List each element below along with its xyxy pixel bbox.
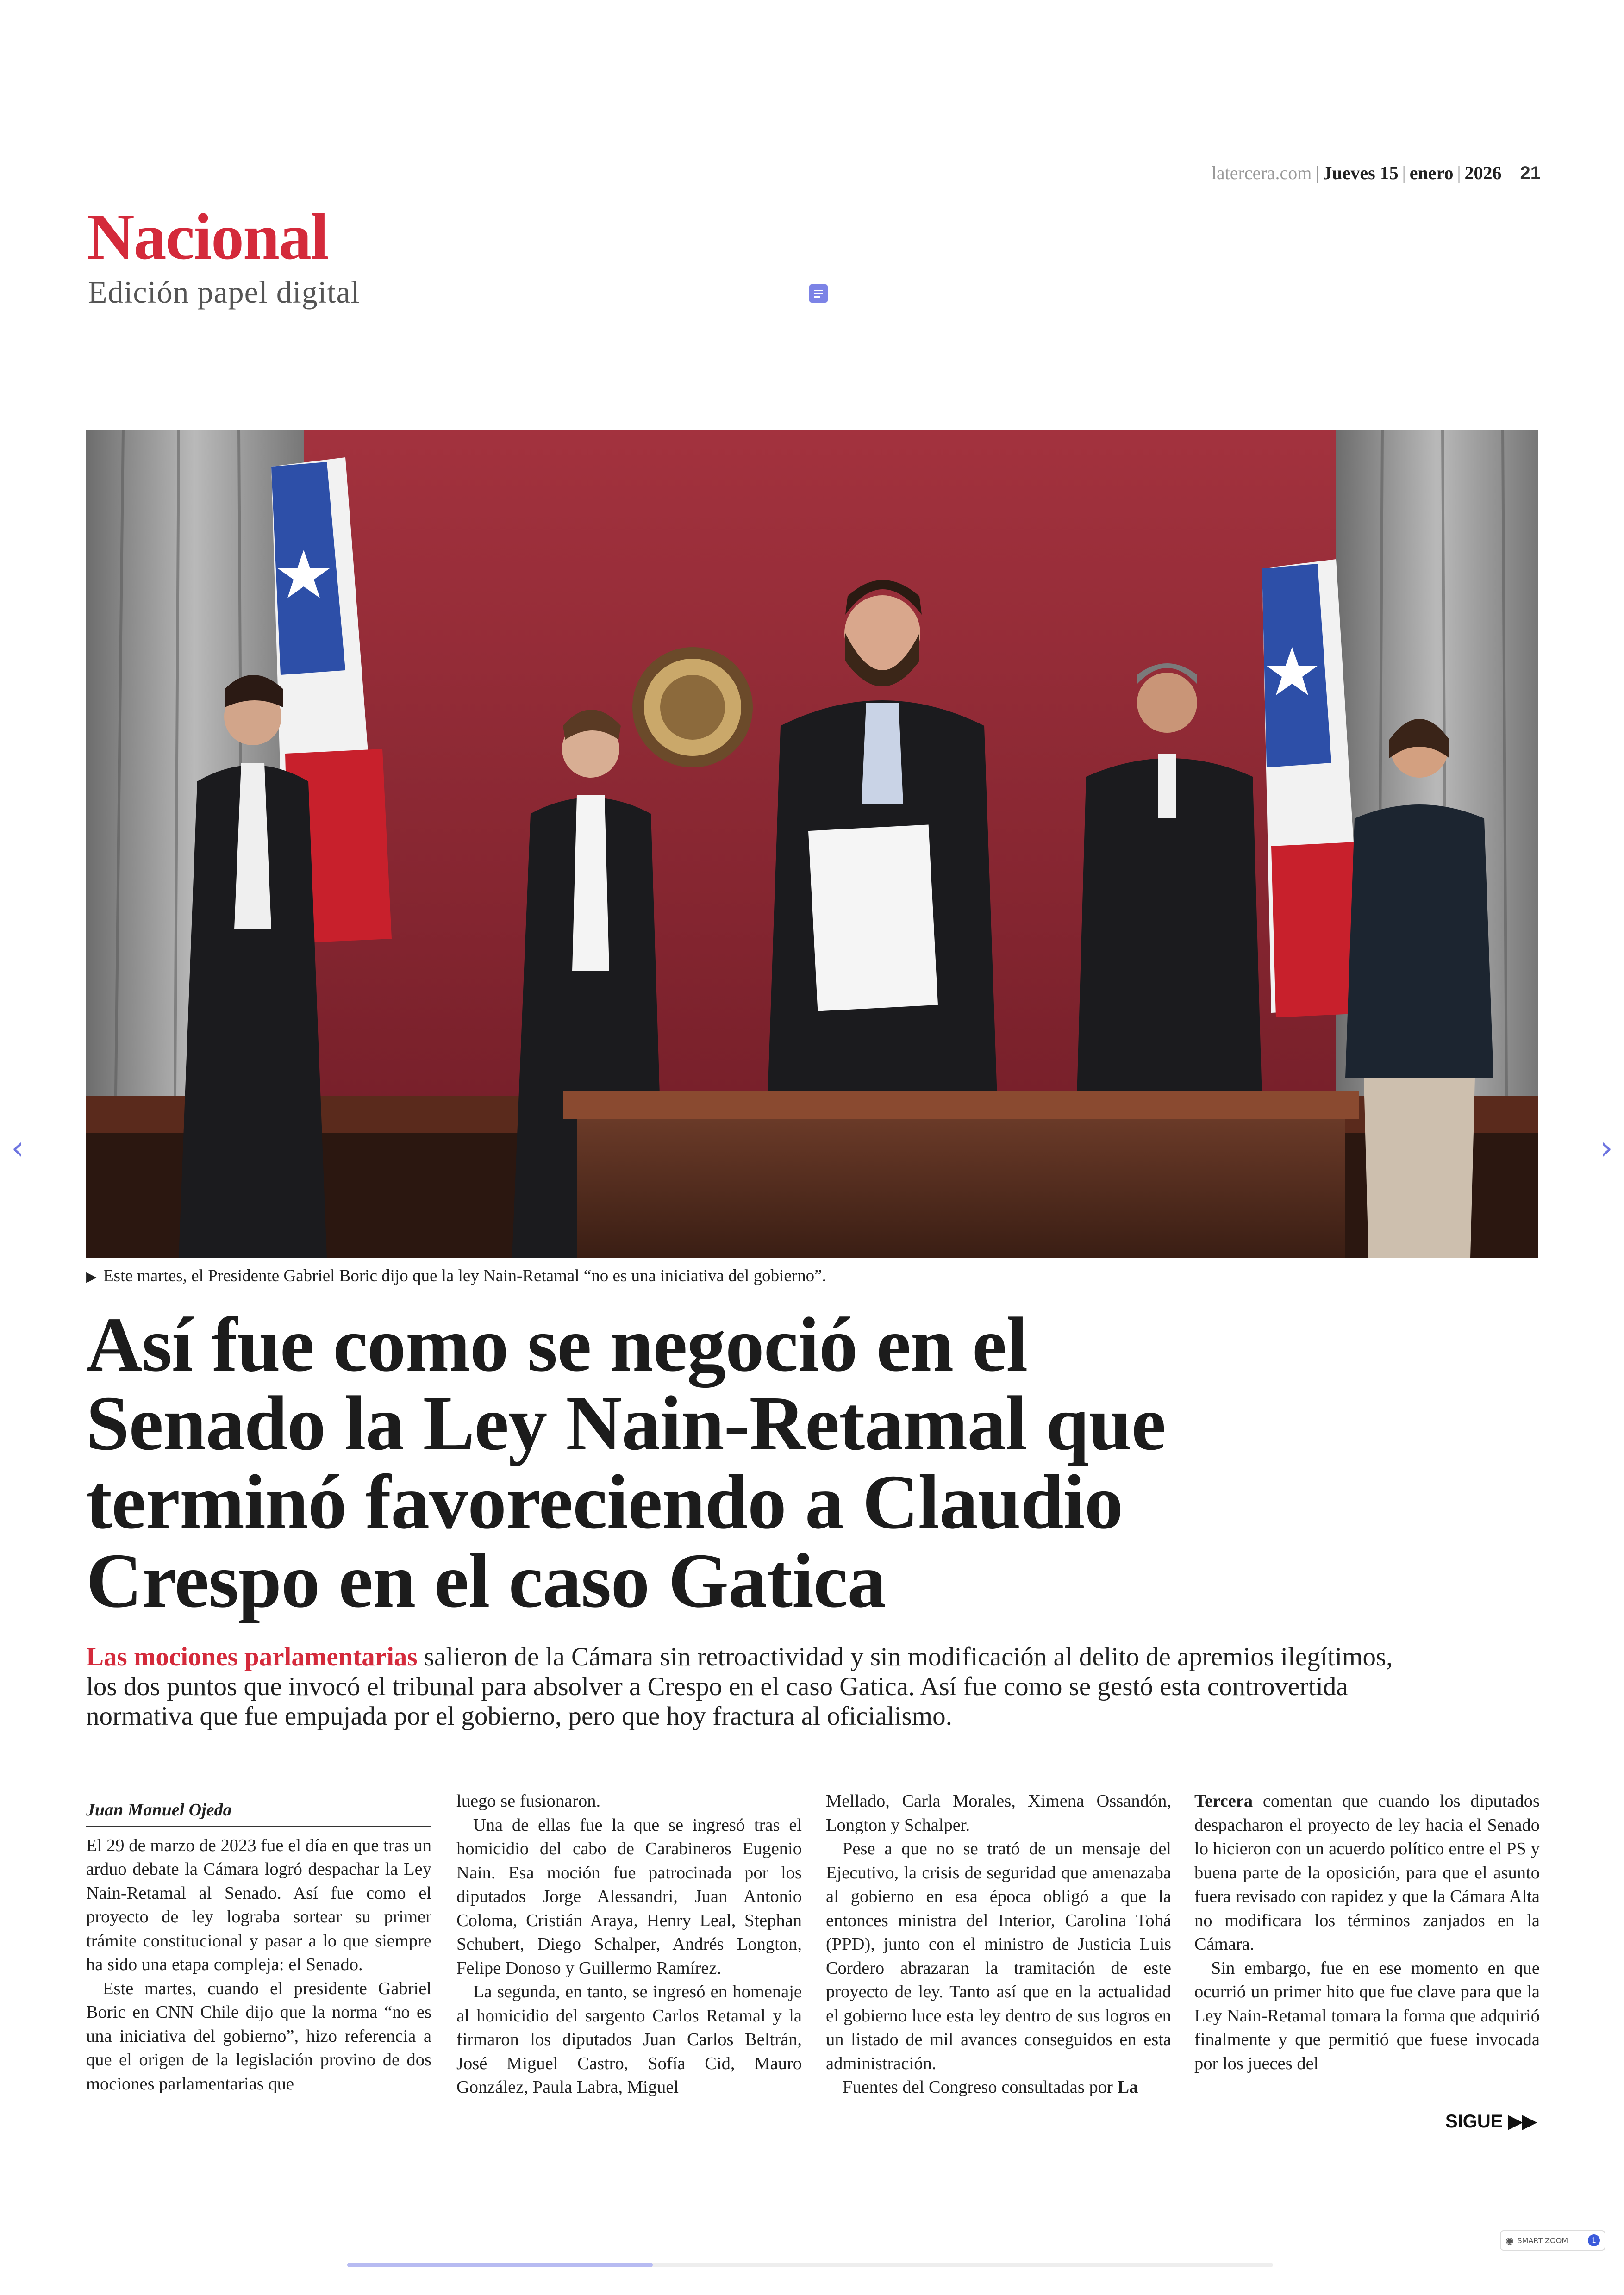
headline-line: Así fue como se negoció en el xyxy=(86,1302,1028,1388)
headline-line: Crespo en el caso Gatica xyxy=(86,1538,886,1624)
paragraph: luego se fusionaron. xyxy=(456,1791,601,1811)
byline: Juan Manuel Ojeda xyxy=(86,1798,431,1827)
page-folio: latercera.com | Jueves 15 | enero | 2026 21 xyxy=(1211,162,1541,183)
article-column-3 xyxy=(826,1790,1171,2100)
paragraph: Mellado, Carla Morales, Ximena Ossandón, Longton y Schalper. xyxy=(826,1791,1171,1835)
photo-illustration xyxy=(86,430,1538,1258)
section-subtitle: Edición papel digital xyxy=(88,274,360,310)
smart-zoom-button[interactable] xyxy=(1500,2230,1605,2251)
note-icon[interactable] xyxy=(809,284,828,303)
prev-page-button[interactable] xyxy=(4,1129,31,1166)
page-progress-bar[interactable] xyxy=(347,2263,1273,2267)
site-name: latercera.com xyxy=(1211,162,1312,183)
headline-line: Senado la Ley Nain-Retamal que xyxy=(86,1380,1166,1466)
photo-caption xyxy=(86,1266,826,1286)
continue-label: SIGUE ▶▶ xyxy=(1445,2111,1537,2132)
paragraph: Fuentes del Congreso consultadas por La xyxy=(843,2077,1138,2097)
page-number: 21 xyxy=(1520,163,1541,183)
article-headline xyxy=(86,1302,1475,1624)
paragraph: Pese a que no se trató de un mensaje del Ejecutivo, la crisis de seguridad que amenazaba al gobierno en esa época obligó a que la entonces ministra del Interior, Carolina Tohá (PPD), junto con el ministro de Justicia Luis Cordero abrazaran la tramitación de este proyecto de ley. Tanto así que en la actualidad el gobierno luce esta ley dentro de sus logros en un listado de mil avances conseguidos en esta administración. xyxy=(826,1839,1171,2073)
paragraph: Este martes, cuando el presidente Gabriel Boric en CNN Chile dijo que la norma “no es una iniciativa del gobierno”, hizo referencia a que el origen de la legislación provino de dos mociones parlamentarias que xyxy=(86,1978,431,2094)
article-deck xyxy=(86,1642,1429,1731)
paragraph: El 29 de marzo de 2023 fue el día en que tras un arduo debate la Cámara logró despachar la Ley Nain-Retamal al Senado. Así fue como el proyecto de ley lograba sortear su primer trámite constitucional y pasar a lo que siempre ha sido una etapa compleja: el Senado. xyxy=(86,1835,431,1974)
article-column-2 xyxy=(456,1790,802,2100)
paragraph: Tercera comentan que cuando los diputados despacharon el proyecto de ley hacia el Senado lo hicieron con un acuerdo político entre el PS y buena parte de la oposición, para que el asunto fuera revisado con rapidez y que la Cámara Alta no modificara los términos zanjados en la Cámara. xyxy=(1194,1791,1540,1954)
deck-text: salieron de la Cámara sin retroactividad y sin modificación al delito de apremios ilegítimos, los dos puntos que invocó el tribunal para absolver a Crespo en el caso Gatica. Así fue como se gestó esta controvertida normativa que fue empujada por el gobierno, pero que hoy fractura al oficialismo. xyxy=(86,1642,1393,1731)
paragraph: Una de ellas fue la que se ingresó tras el homicidio del cabo de Carabineros Eugenio Nain. Esa moción fue patrocinada por los diputados Jorge Alessandri, Juan Antonio Coloma, Cristián Araya, Henry Leal, Stephan Schubert, Diego Schalper, Andrés Longton, Felipe Donoso y Guillermo Ramírez. xyxy=(456,1815,802,1978)
chevron-right-icon: › xyxy=(1600,1129,1613,1167)
smart-zoom-badge: 1 xyxy=(1588,2234,1600,2246)
page-progress-fill xyxy=(347,2263,653,2267)
article-photo xyxy=(86,430,1538,1258)
next-page-button[interactable] xyxy=(1593,1129,1620,1166)
caption-text: Este martes, el Presidente Gabriel Boric dijo que la ley Nain-Retamal “no es una iniciativa del gobierno”. xyxy=(103,1266,826,1285)
paragraph: Sin embargo, fue en ese momento en que ocurrió un primer hito que fue clave para que la Ley Nain-Retamal tomara la forma que adquirió finalmente y que permitió que fuese invocada por los jueces del xyxy=(1194,1958,1540,2073)
smart-zoom-label: SMART ZOOM xyxy=(1517,2236,1568,2245)
article-column-1 xyxy=(86,1798,431,2096)
eye-icon: ◉ xyxy=(1505,2235,1514,2246)
date-year: 2026 xyxy=(1464,162,1502,183)
caption-triangle-icon: ▶ xyxy=(86,1269,97,1285)
section-title: Nacional xyxy=(87,200,328,273)
article-column-4 xyxy=(1194,1790,1540,2076)
date-month: enero xyxy=(1409,162,1454,183)
date-weekday: Jueves 15 xyxy=(1323,162,1399,183)
headline-line: terminó favoreciendo a Claudio xyxy=(86,1459,1123,1545)
chevron-left-icon: ‹ xyxy=(11,1129,24,1167)
paragraph: La segunda, en tanto, se ingresó en homenaje al homicidio del sargento Carlos Retamal y la firmaron los diputados Juan Carlos Beltrán, José Miguel Castro, Sofía Cid, Mauro González, Paula Labra, Miguel xyxy=(456,1982,802,2097)
deck-lead: Las mociones parlamentarias xyxy=(86,1642,418,1671)
